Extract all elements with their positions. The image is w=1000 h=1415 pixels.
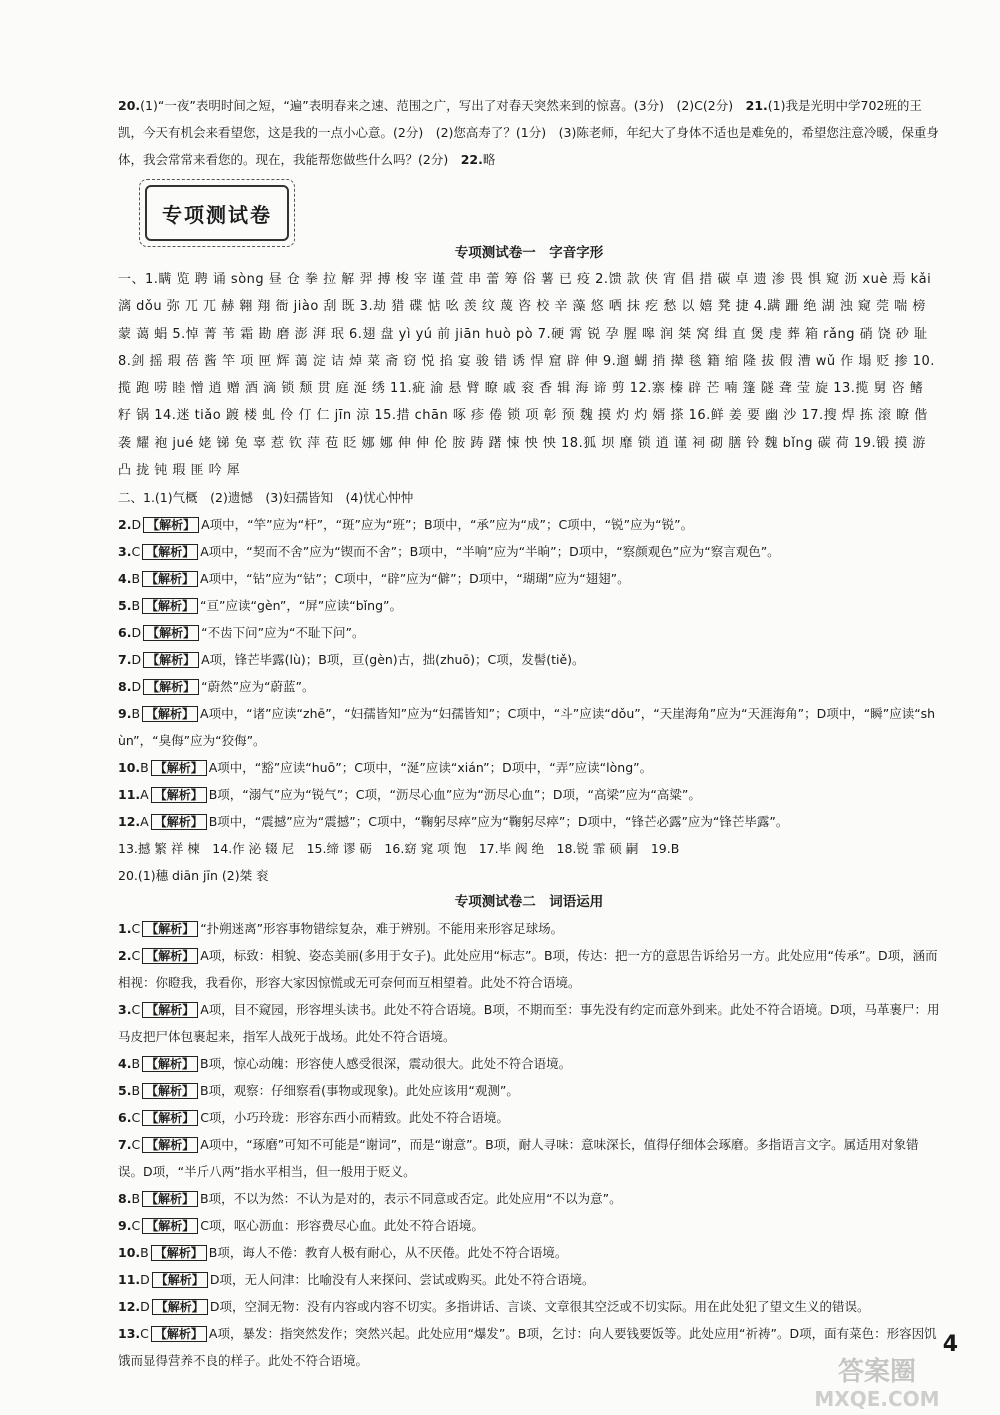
answer-item — [118, 619, 940, 646]
watermark-top: 答案圈 — [837, 1357, 917, 1387]
item-answer: C — [131, 544, 141, 560]
section1-items — [118, 511, 940, 835]
item-answer: D — [131, 517, 142, 533]
analysis-label: 【解析】 — [151, 1326, 207, 1342]
item-answer: B — [131, 1083, 141, 1099]
analysis-label: 【解析】 — [142, 598, 198, 614]
analysis-label: 【解析】 — [152, 1299, 208, 1315]
item-text: A项中，“竿”应为“杆”，“斑”应为“班”；B项中，“承”应为“成”；C项中，“锐”应为“锐”。 — [201, 517, 694, 533]
analysis-label: 【解析】 — [152, 1272, 208, 1288]
item-number: 6. — [118, 1110, 132, 1126]
item-text: A项，标致：相貌、姿态美丽(多用于女子)。此处应用“标志”。B项，传达：把一方的意思告诉给另一方。此处应用“传承”。D项，涵而相视：你瞪我，我看你，形容大家因惊慌或无可奈何而互相望着。此处不符合语境。 — [118, 948, 938, 991]
answer-item — [118, 592, 940, 619]
analysis-label: 【解析】 — [142, 1218, 198, 1234]
item-text: “亘”应读“gèn”，“屏”应读“bǐng”。 — [200, 598, 402, 614]
item-answer: C — [131, 1137, 141, 1153]
item-answer: C — [140, 1326, 149, 1342]
item-number: 1. — [118, 921, 132, 937]
analysis-label: 【解析】 — [142, 921, 198, 937]
item-number: 10. — [118, 1245, 141, 1261]
item-number: 7. — [118, 652, 132, 668]
item-number: 6. — [118, 625, 132, 641]
item-answer: B — [131, 1056, 141, 1072]
section1-tail2: 20.(1)穗 diān jīn (2)桀 衮 — [118, 868, 269, 884]
item-answer: D — [131, 679, 142, 695]
item-number: 2. — [118, 948, 132, 964]
watermark-url: MXQE.COM — [814, 1387, 940, 1410]
item-number: 12. — [118, 1299, 141, 1315]
item-text: B项，不以为然：不认为是对的，表示不同意或否定。此处应用“不以为意”。 — [200, 1191, 622, 1207]
analysis-label: 【解析】 — [151, 814, 207, 830]
item-answer: B — [131, 1191, 141, 1207]
item-number: 5. — [118, 598, 132, 614]
answer-item — [118, 700, 940, 754]
item-answer: C — [131, 1110, 141, 1126]
item-number: 9. — [118, 706, 132, 722]
item-number: 3. — [118, 1002, 132, 1018]
analysis-label: 【解析】 — [143, 652, 199, 668]
analysis-label: 【解析】 — [151, 787, 207, 803]
q22-number: 22. — [460, 152, 483, 167]
item-answer: B — [140, 760, 149, 776]
answer-item — [118, 754, 940, 781]
item-text: “扑朔迷离”形容事物错综复杂，难于辨别。不能用来形容足球场。 — [200, 921, 564, 937]
analysis-label: 【解析】 — [151, 760, 207, 776]
q21-text: (1)我是光明中学702班的王凯，今天有机会来看望您，这是我的一点小心意。(2分) (2)您高寿了？(1分) (3)陈老师，年纪大了身体不适也是难免的，希望您注意冷暖，保重身体，我会常常来看您的。现在，我能帮您做些什么吗？(2分) — [118, 98, 939, 167]
header-answers — [118, 92, 940, 173]
item-answer: C — [131, 948, 141, 964]
item-number: 12. — [118, 814, 141, 830]
item-text: “不齿下问”应为“不耻下问”。 — [201, 625, 365, 641]
answer-item — [118, 1104, 940, 1131]
analysis-label: 【解析】 — [143, 517, 199, 533]
item-answer: A — [140, 787, 149, 803]
item-answer: C — [131, 1002, 141, 1018]
item-text: A项中，“钻”应为“钻”；C项中，“辟”应为“僻”；D项中，“瑚瑚”应为“翅翅”。 — [200, 571, 630, 587]
answer-item — [118, 781, 940, 808]
item-answer: B — [140, 1245, 149, 1261]
analysis-label: 【解析】 — [142, 948, 198, 964]
item-text: C项，呕心沥血：形容费尽心血。此处不符合语境。 — [200, 1218, 484, 1234]
answer-item — [118, 1212, 940, 1239]
analysis-label: 【解析】 — [142, 706, 198, 722]
item-answer: B — [131, 598, 141, 614]
answer-item — [118, 1050, 940, 1077]
item-number: 2. — [118, 517, 132, 533]
answer-item — [118, 808, 940, 835]
item-text: B项中，“震撼”应为“震撼”；C项中，“鞠躬尽瘁”应为“鞠躬尽瘁”；D项中，“锋芒必露”应为“锋芒毕露”。 — [208, 814, 789, 830]
item-text: “蔚然”应为“蔚蓝”。 — [201, 679, 315, 695]
item-number: 11. — [118, 787, 141, 803]
section-banner — [145, 185, 289, 241]
analysis-label: 【解析】 — [142, 544, 198, 560]
answer-item — [118, 538, 940, 565]
answer-item — [118, 942, 940, 996]
answer-item — [118, 511, 940, 538]
q21-number: 21. — [745, 98, 768, 113]
item-number: 5. — [118, 1083, 132, 1099]
item-answer: D — [131, 652, 142, 668]
item-text: B项，观察：仔细察看(事物或现象)。此处应该用“观测”。 — [200, 1083, 519, 1099]
item-answer: B — [131, 571, 141, 587]
item-answer: D — [131, 625, 142, 641]
item-number: 4. — [118, 571, 132, 587]
analysis-label: 【解析】 — [142, 1110, 198, 1126]
analysis-label: 【解析】 — [143, 625, 199, 641]
answer-item — [118, 1239, 940, 1266]
item-number: 3. — [118, 544, 132, 560]
section1-title: 专项测试卷一 字音字形 — [454, 245, 604, 261]
answer-item — [118, 1131, 940, 1185]
item-text: A项中，“诸”应读“zhē”，“妇孺皆知”应为“妇孺皆知”；C项中，“斗”应读“dǒu”，“天崖海角”应为“天涯海角”；D项中，“瞬”应读“shùn”，“臭侮”应为“狡侮”。 — [118, 706, 936, 749]
item-text: A项，锋芒毕露(lù)；B项，亘(gèn)古，拙(zhuō)；C项，发髻(tiě)。 — [201, 652, 585, 668]
item-answer: C — [131, 1218, 141, 1234]
item-answer: C — [131, 921, 141, 937]
analysis-label: 【解析】 — [142, 571, 198, 587]
q20-text: (1)“一夜”表明时间之短，“遍”表明春来之速、范围之广，写出了对春天突然来到的惊喜。(3分) (2)C(2分) — [140, 98, 746, 113]
item-answer: D — [140, 1272, 150, 1288]
item-answer: A — [140, 814, 149, 830]
q22-text: 略 — [482, 152, 496, 167]
item-text: C项，小巧玲珑：形容东西小而精致。此处不符合语境。 — [200, 1110, 509, 1126]
item-number: 8. — [118, 679, 132, 695]
item-number: 13. — [118, 1326, 141, 1342]
banner-title: 专项测试卷 — [162, 202, 272, 227]
char-list: 一、1.瞒 览 聘 诵 sòng 昼 仓 拳 拉 解 羿 搏 梭 宰 谨 萱 串 蕾 筹 俗 薯 已 疫 2.馈 款 侠 宵 倡 措 碳 卓 遗 渗 畏 惧 窥 沥 xuè 焉 kǎi 漓 dǒu 弥 兀 兀 赫 翱 翔 衙 jiào 刮 既 3.劫 猎 碟 惦 吆 羡 纹 蔑 咨 校 辛 藻 悠 哂 抹 疙 愁 以 嬉 凳 捷 4.蹒 跚 绝 湖 浊 窥 莞 喘 榜 蒙 蔼 蜎 5.悼 菁 苇 霜 勘 磨 澎 湃 珉 6.翅 盘 yì yú 前 jiān huò pò 7.硬 霄 锐 孕 腥 嗥 润 桀 窝 缉 直 煲 虔 葬 箱 rǎng 硝 饶 砂 耻 8.剑 摇 瑕 蓓 酱 竿 项 匣 辉 蔼 淀 诘 焯 菜 斋 窃 悦 掐 宴 骏 错 诱 悍 窟 辟 伸 9.遛 蝴 捎 撵 毯 籍 缩 隆 拔 假 漕 wǔ 作 塌 贬 掺 10.揽 跑 唠 睦 憎 逍 赠 酒 滴 锁 颓 贯 庭 涎 绣 11.疵 渝 悬 臂 瞭 戚 衮 香 辑 海 谛 剪 12.寨 榛 辟 芒 喃 篷 隧 聋 莹 旋 13.揽 舅 咨 鳍 籽 锅 14.迷 tiǎo 踱 楼 虬 伶 仃 仁 jīn 涼 15.措 chān 啄 疹 倦 锁 项 彰 预 魏 摸 灼 灼 婿 搽 16.鲜 姜 要 幽 沙 17.搜 焊 拣 滚 瞭 偕 袭 耀 袍 jué 姥 锑 兔 辜 惹 钦 萍 苞 眨 娜 娜 伸 伸 伦 胺 踌 躇 悚 怏 怏 18.狐 坝 靡 锁 逍 谨 祠 砌 膳 铃 魏 bǐng 碳 荷 19.锻 摸 游 凸 拢 钝 瑕 匪 吟 犀 — [118, 272, 935, 479]
answer-item — [118, 915, 940, 942]
answer-item — [118, 996, 940, 1050]
page-number: 4 — [942, 1332, 958, 1357]
item-text: A项，暴发：指突然发作；突然兴起。此处应用“爆发”。B项，乞讨：向人要钱要饭等。此处应用“祈祷”。D项，面有菜色：形容因饥饿而显得营养不良的样子。此处不符合语境。 — [118, 1326, 937, 1369]
item-answer: D — [140, 1299, 150, 1315]
analysis-label: 【解析】 — [142, 1191, 198, 1207]
section2-title: 专项测试卷二 词语运用 — [454, 894, 604, 911]
item-text: A项中，“豁”应读“huō”；C项中，“涎”应读“xián”；D项中，“弄”应读“lòng”。 — [208, 760, 653, 776]
analysis-label: 【解析】 — [142, 1083, 198, 1099]
page-content — [118, 92, 940, 173]
section1 — [118, 240, 940, 1374]
item-number: 11. — [118, 1272, 141, 1288]
item-text: D项，无人问津：比喻没有人来探问、尝试或购买。此处不符合语境。 — [209, 1272, 595, 1288]
analysis-label: 【解析】 — [151, 1245, 207, 1261]
answer-item — [118, 1077, 940, 1104]
item-text: B项，惊心动魄：形容使人感受很深，震动很大。此处不符合语境。 — [200, 1056, 572, 1072]
answer-item — [118, 1293, 940, 1320]
item-number: 7. — [118, 1137, 132, 1153]
item-text: A项中，“契而不舍”应为“锲而不舍”；B项中，“半响”应为“半晌”；D项中，“察颜观色”应为“察言观色”。 — [200, 544, 780, 560]
analysis-label: 【解析】 — [143, 679, 199, 695]
item-number: 4. — [118, 1056, 132, 1072]
part2-line: 二、1.(1)气概 (2)遗憾 (3)妇孺皆知 (4)忧心忡忡 — [118, 490, 414, 506]
item-number: 8. — [118, 1191, 132, 1207]
section1-tail1: 13.撼 繁 祥 楝 14.作 泌 辍 尼 15.缔 谬 砺 16.窈 窕 项 饱 17.毕 阀 绝 18.锐 霏 硕 嗣 19.B — [118, 841, 680, 857]
answer-item — [118, 565, 940, 592]
item-text: D项，空洞无物：没有内容或内容不切实。多指讲话、言谈、文章很其空泛或不切实际。用在此处犯了望文生义的错误。 — [209, 1299, 870, 1315]
analysis-label: 【解析】 — [142, 1002, 198, 1018]
answer-item — [118, 1266, 940, 1293]
item-number: 10. — [118, 760, 141, 776]
answer-item — [118, 1185, 940, 1212]
item-text: B项，“溺气”应为“锐气”；C项，“沥尽心血”应为“沥尽心血”；D项，“高梁”应为“高粱”。 — [208, 787, 701, 803]
answer-item — [118, 673, 940, 700]
item-text: B项，诲人不倦：教育人极有耐心，从不厌倦。此处不符合语境。 — [208, 1245, 568, 1261]
item-number: 9. — [118, 1218, 132, 1234]
item-text: A项，目不窥园，形容埋头读书。此处不符合语境。B项，不期而至：事先没有约定而意外到来。此处不符合语境。D项，马革裹尸：用马皮把尸体包裹起来，指军人战死于战场。此处不符合语境。 — [118, 1002, 940, 1045]
analysis-label: 【解析】 — [142, 1056, 198, 1072]
analysis-label: 【解析】 — [142, 1137, 198, 1153]
item-text: A项中，“琢磨”可知不可能是“谢词”，而是“谢意”。B项，耐人寻味：意味深长，值得仔细体会琢磨。多指语言文字。属适用对象错误。D项，“半斤八两”指水平相当，但一般用于贬义。 — [118, 1137, 919, 1180]
section2-items — [118, 915, 940, 1374]
watermark-logo — [782, 1352, 972, 1410]
item-answer: B — [131, 706, 141, 722]
answer-item — [118, 646, 940, 673]
q20-number: 20. — [118, 98, 141, 113]
